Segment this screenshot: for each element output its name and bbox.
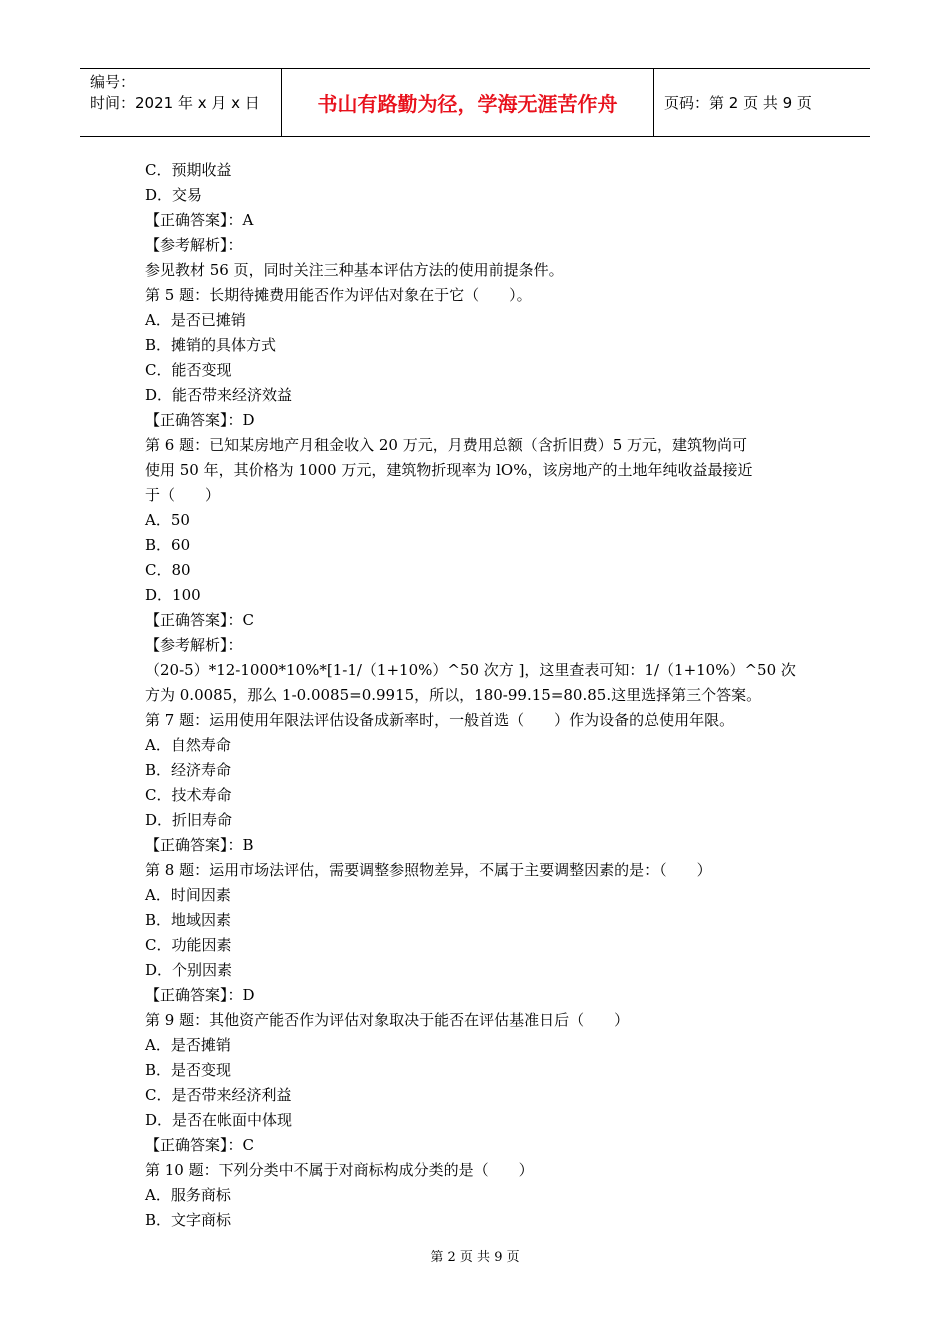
text-line: D．能否带来经济效益 bbox=[145, 386, 293, 404]
time-label: 时间：2021 年 x 月 x 日 bbox=[90, 94, 260, 112]
text-line: A．时间因素 bbox=[145, 886, 231, 904]
text-line: B．是否变现 bbox=[145, 1061, 232, 1079]
text-line: C．80 bbox=[145, 561, 191, 579]
text-line: 第 5 题：长期待摊费用能否作为评估对象在于它（ ）。 bbox=[145, 286, 532, 304]
text-line: 【正确答案】：A bbox=[145, 211, 254, 229]
text-line: 【正确答案】：D bbox=[145, 411, 255, 429]
header-meta bbox=[80, 69, 281, 136]
header-page-info: 页码：第 2 页 共 9 页 bbox=[664, 94, 812, 112]
text-line: C．预期收益 bbox=[145, 161, 232, 179]
document-body bbox=[145, 158, 817, 1233]
text-line: A．是否摊销 bbox=[145, 1036, 231, 1054]
header-motto: 书山有路勤为径，学海无涯苦作舟 bbox=[281, 69, 654, 136]
text-line: A．50 bbox=[145, 511, 190, 529]
text-line: C．是否带来经济利益 bbox=[145, 1086, 292, 1104]
text-line: 【参考解析】： bbox=[145, 236, 243, 254]
text-line: 使用 50 年，其价格为 1000 万元，建筑物折现率为 lO%，该房地产的土地年纯收益最接近 bbox=[145, 461, 753, 479]
text-line: B．60 bbox=[145, 536, 191, 554]
text-line: B．经济寿命 bbox=[145, 761, 232, 779]
text-line: A．自然寿命 bbox=[145, 736, 231, 754]
text-line: C．功能因素 bbox=[145, 936, 232, 954]
text-line: C．技术寿命 bbox=[145, 786, 232, 804]
text-line: 第 10 题：下列分类中不属于对商标构成分类的是（ ） bbox=[145, 1161, 534, 1179]
text-line: D．100 bbox=[145, 586, 201, 604]
text-line: 【正确答案】：C bbox=[145, 1136, 254, 1154]
text-line: C．能否变现 bbox=[145, 361, 232, 379]
text-line: 方为 0.0085，那么 1-0.0085=0.9915，所以，180-99.15=80.85.这里选择第三个答案。 bbox=[145, 686, 762, 704]
page-footer: 第 2 页 共 9 页 bbox=[430, 1250, 520, 1265]
text-line: D．折旧寿命 bbox=[145, 811, 233, 829]
text-line: 于（ ） bbox=[145, 486, 221, 504]
text-line: （20-5）*12-1000*10%*[1-1/（1+10%）^50 次方 ]，这里查表可知：1/（1+10%）^50 次 bbox=[145, 661, 796, 679]
text-line: 第 6 题：已知某房地产月租金收入 20 万元，月费用总额（含折旧费）5 万元，建筑物尚可 bbox=[145, 436, 748, 454]
text-line: D．交易 bbox=[145, 186, 203, 204]
number-label: 编号： bbox=[90, 73, 136, 91]
text-line: 第 8 题：运用市场法评估，需要调整参照物差异，不属于主要调整因素的是：（ ） bbox=[145, 861, 712, 879]
text-line: 【正确答案】：D bbox=[145, 986, 255, 1004]
text-line: B．文字商标 bbox=[145, 1211, 232, 1229]
page-header bbox=[80, 68, 870, 137]
text-line: 【正确答案】：C bbox=[145, 611, 254, 629]
text-line: D．是否在帐面中体现 bbox=[145, 1111, 293, 1129]
text-line: 参见教材 56 页，同时关注三种基本评估方法的使用前提条件。 bbox=[145, 261, 564, 279]
text-line: A．是否已摊销 bbox=[145, 311, 246, 329]
text-line: 第 9 题：其他资产能否作为评估对象取决于能否在评估基准日后（ ） bbox=[145, 1011, 630, 1029]
text-line: 【正确答案】：B bbox=[145, 836, 254, 854]
text-line: A．服务商标 bbox=[145, 1186, 231, 1204]
text-line: B．地域因素 bbox=[145, 911, 232, 929]
text-line: 【参考解析】： bbox=[145, 636, 243, 654]
text-line: D．个别因素 bbox=[145, 961, 233, 979]
text-line: B．摊销的具体方式 bbox=[145, 336, 277, 354]
text-line: 第 7 题：运用使用年限法评估设备成新率时，一般首选（ ）作为设备的总使用年限。 bbox=[145, 711, 735, 729]
